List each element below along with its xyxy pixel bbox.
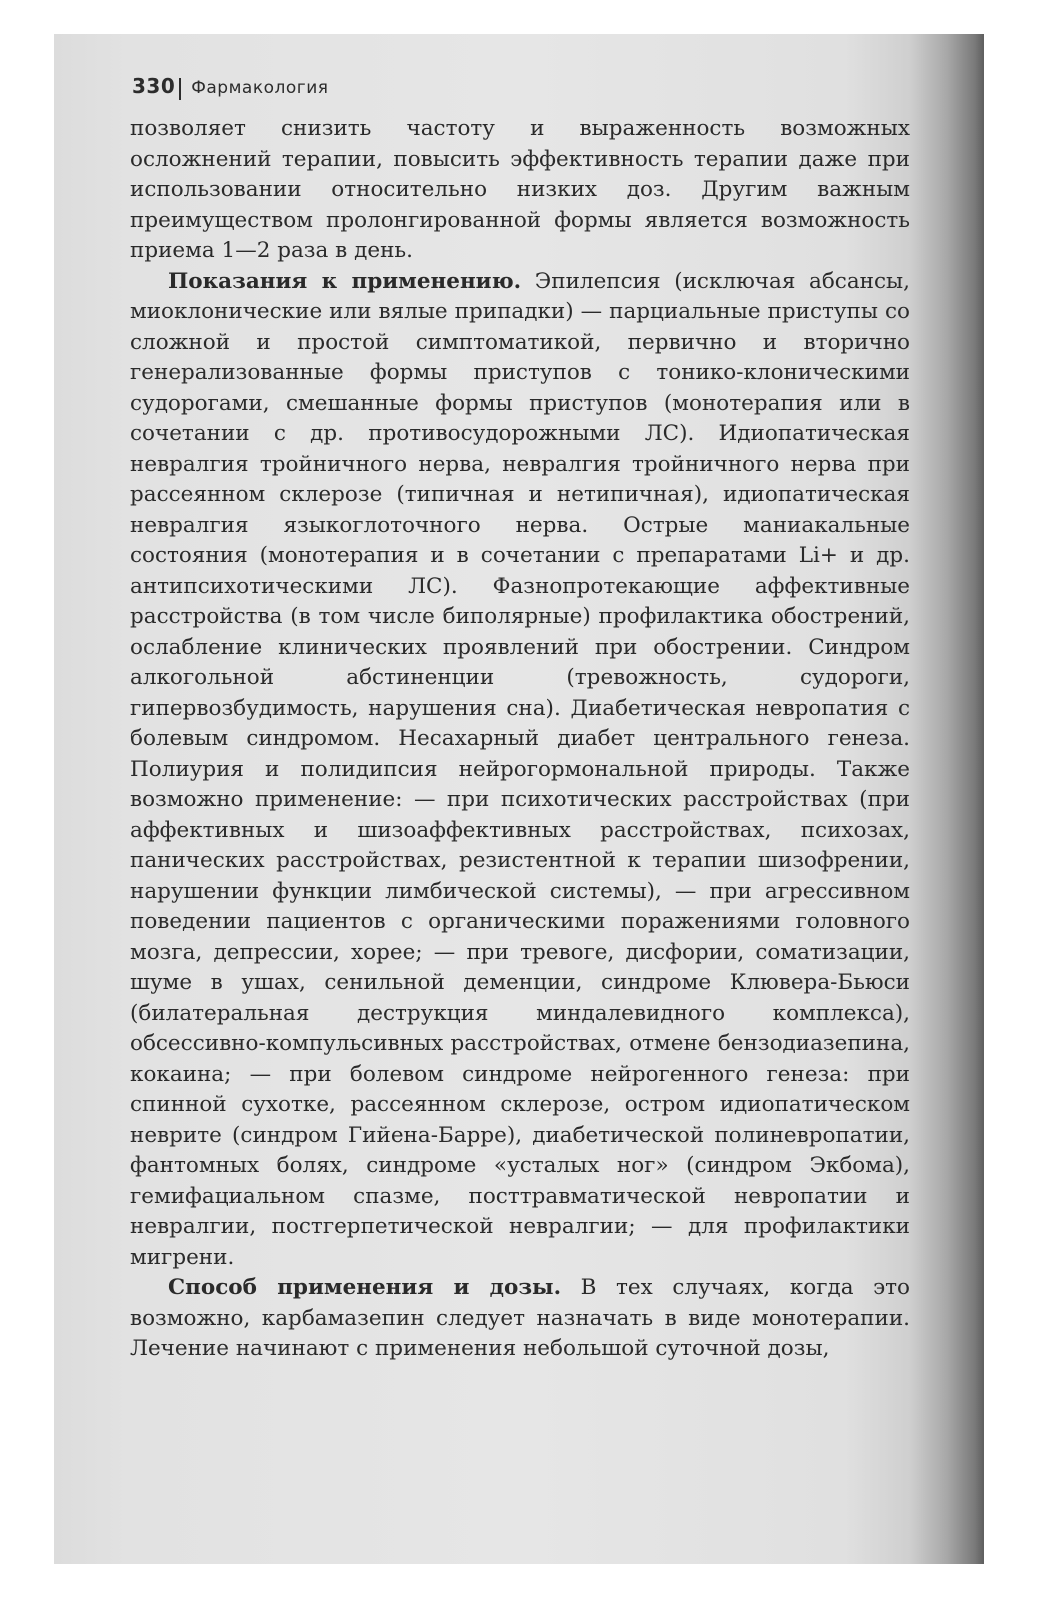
header-divider — [179, 78, 181, 100]
paragraph-continuation — [130, 114, 910, 267]
paragraph-indications — [130, 267, 910, 1274]
indications-heading: Показания к применению. — [168, 268, 522, 294]
paragraph-text: Эпилепсия (исключая абсансы, миоклонические или вялые припадки) — парциальные приступы со сложной и простой симптоматикой, первично и вторично генерализованные формы приступов с тонико-клоническими судорогами, смешанные формы приступов (монотерапия или в сочетании с др. противосудорожными ЛС). Идиопатическая невралгия тройничного нерва, невралгия тройничного нерва при рассеянном склерозе (типичная и нетипичная), идиопатическая невралгия языкоглоточного нерва. Острые маниакальные состояния (монотерапия и в сочетании с препаратами Li+ и др. антипсихотическими ЛС). Фазнопротекающие аффективные расстройства (в том числе биполярные) профилактика обострений, ослабление клинических проявлений при обострении. Синдром алкогольной абстиненции (тревожность, судороги, гипервозбудимость, нарушения сна). Диабетическая невропатия с болевым синдромом. Несахарный диабет центрального генеза. Полиурия и полидипсия нейрогормональной природы. Также возможно применение: — при психотических расстройствах (при аффективных и шизоаффективных расстройствах, психозах, панических расстройствах, резистентной к терапии шизофрении, нарушении функции лимбической системы), — при агрессивном поведении пациентов с органическими поражениями головного мозга, депрессии, хорее; — при тревоге, дисфории, соматизации, шуме в ушах, сенильной деменции, синдроме Клювера-Бьюси (билатеральная деструкция миндалевидного комплекса), обсессивно-компульсивных расстройствах, отмене бензодиазепина, кокаина; — при болевом синдроме нейрогенного генеза: при спинной сухотке, рассеянном склерозе, остром идиопатическом неврите (синдром Гийена-Барре), диабетической полиневропатии, фантомных болях, синдроме «усталых ног» (синдром Экбома), гемифациальном спазме, посттравматической невропатии и невралгии, постгерпетической невралгии; — для профилактики мигрени. — [130, 268, 910, 1270]
paragraph-text: позволяет снизить частоту и выраженность возможных осложнений терапии, повысить эффективность терапии даже при использовании относительно низких доз. Другим важным преимуществом пролонгированной формы является возможность приема 1—2 раза в день. — [130, 116, 910, 263]
paragraph-text: В тех случаях, когда это возможно, карбамазепин следует назначать в виде монотерапии. Лечение начинают с применения небольшой суточной дозы, — [130, 1275, 910, 1361]
dosage-heading: Способ применения и дозы. — [168, 1275, 562, 1300]
book-page — [54, 34, 984, 1564]
running-head — [132, 74, 328, 104]
body-text — [130, 114, 910, 1365]
section-title: Фармакология — [191, 78, 329, 98]
page-number: 330 — [132, 74, 176, 98]
paragraph-dosage — [130, 1273, 910, 1365]
